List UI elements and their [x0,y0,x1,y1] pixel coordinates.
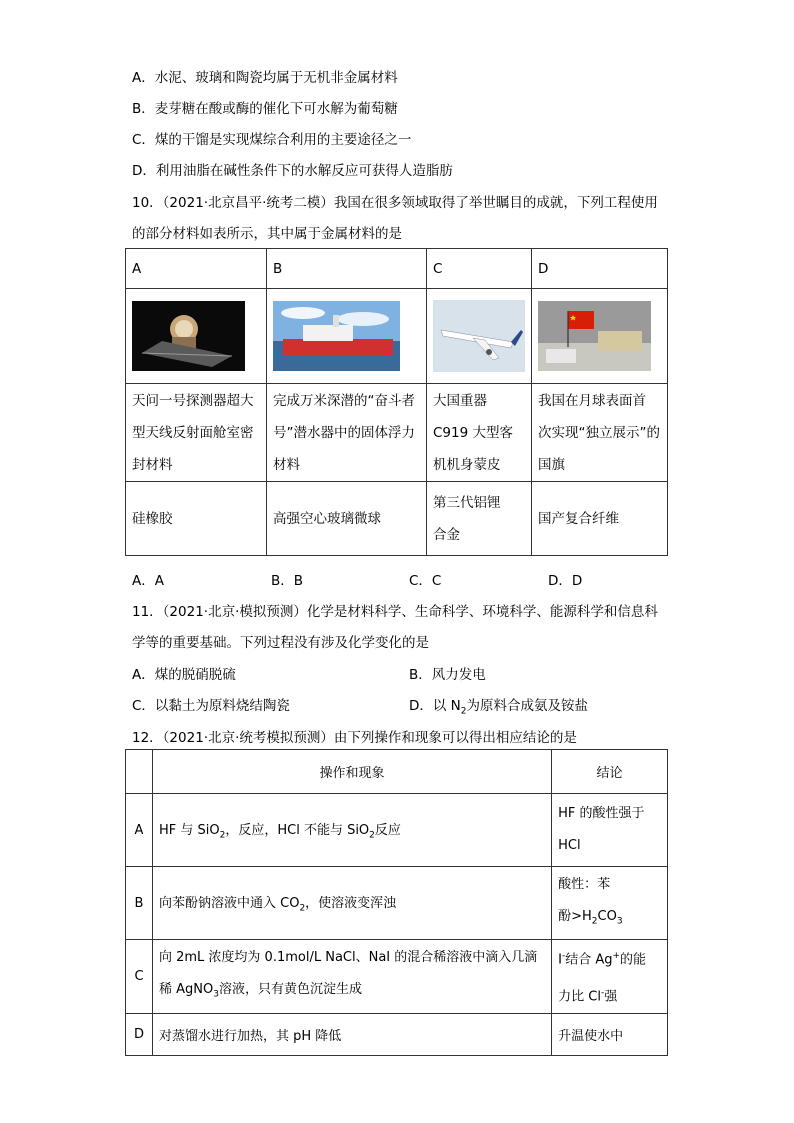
q12-row-b-label: B [126,867,153,940]
q10-stem-line1: 10．（2021·北京昌平·统考二模）我国在很多领域取得了举世瞩目的成就，下列工程使用 [132,195,658,211]
q12-row-b-operation: 向苯酚钠溶液中通入 $CO_2$，使溶液变浑浊 [152,867,551,940]
q9-option-b: B．麦芽糖在酸或酶的催化下可水解为葡萄糖 [132,101,398,117]
c919-airliner-photo [433,300,525,372]
q10-header-b: B [267,249,427,289]
q9-option-d: D．利用油脂在碱性条件下的水解反应可获得人造脂肪 [132,163,453,179]
q10-desc-a: 天问一号探测器超大 型天线反射面舱室密 封材料 [126,384,267,482]
q10-material-a: 硅橡胶 [126,482,267,556]
q12-header-conclusion: 结论 [552,750,668,794]
q11-option-d: D．以 $N_2$为原料合成氨及铵盐 [409,698,589,717]
q10-table [125,248,668,556]
q10-image-cell-a [126,289,267,384]
q11-option-a: A．煤的脱硝脱硫 [132,667,236,683]
q12-row-c-conclusion: I-结合 Ag+的能 力比 Cl-强 [552,940,668,1014]
q12-row-d-operation: 对蒸馏水进行加热，其 pH 降低 [152,1014,551,1056]
q10-material-c: 第三代铝锂 合金 [427,482,532,556]
q12-row-a-operation: HF 与 SiO$_2$，反应，HCl 不能与 SiO$_2$反应 [152,794,551,867]
q12-row-d-conclusion: 升温使水中 [552,1014,668,1056]
q10-material-d: 国产复合纤维 [532,482,668,556]
q10-option-a: A．A [132,573,164,589]
q10-desc-c: 大国重器 C919 大型客 机机身蒙皮 [427,384,532,482]
q11-stem-line1: 11．（2021·北京·模拟预测）化学是材料科学、生命科学、环境科学、能源科学和信息科 [132,604,658,620]
q11-stem-line2: 学等的重要基础。下列过程没有涉及化学变化的是 [132,635,429,651]
q10-image-cell-d [532,289,668,384]
q10-header-d: D [532,249,668,289]
q12-row-c-label: C [126,940,153,1014]
q12-row-a-label: A [126,794,153,867]
q12-row-d-label: D [126,1014,153,1056]
q12-row-b-conclusion: 酸性：苯 酚$>H_2CO_3$ [552,867,668,940]
q10-option-d: D．D [548,573,583,589]
q11-option-c: C．以黏土为原料烧结陶瓷 [132,698,290,714]
q12-row-c-operation: 向 2mL 浓度均为 0.1mol/L NaCl、NaI 的混合稀溶液中滴入几滴 稀 AgNO$_3$溶液，只有黄色沉淀生成 [152,940,551,1014]
q12-header-blank [126,750,153,794]
q10-desc-b: 完成万米深潜的“奋斗者 号”潜水器中的固体浮力 材料 [267,384,427,482]
q10-image-cell-b [267,289,427,384]
q10-header-c: C [427,249,532,289]
q10-image-cell-c [427,289,532,384]
q12-header-operation: 操作和现象 [152,750,551,794]
q10-option-c: C．C [409,573,442,589]
q12-table [125,749,668,1056]
q10-stem-line2: 的部分材料如表所示，其中属于金属材料的是 [132,226,402,242]
satellite-probe-photo [132,301,245,371]
research-ship-photo [273,301,400,371]
q10-header-a: A [126,249,267,289]
q10-desc-d: 我国在月球表面首 次实现“独立展示”的 国旗 [532,384,668,482]
q10-option-b: B．B [271,573,304,589]
moon-flag-photo [538,301,651,371]
q9-option-a: A．水泥、玻璃和陶瓷均属于无机非金属材料 [132,70,398,86]
q11-option-b: B．风力发电 [409,667,486,683]
q12-stem: 12．（2021·北京·统考模拟预测）由下列操作和现象可以得出相应结论的是 [132,730,577,746]
q12-row-a-conclusion: HF 的酸性强于 HCl [552,794,668,867]
q10-material-b: 高强空心玻璃微球 [267,482,427,556]
q9-option-c: C．煤的干馏是实现煤综合利用的主要途径之一 [132,132,412,148]
